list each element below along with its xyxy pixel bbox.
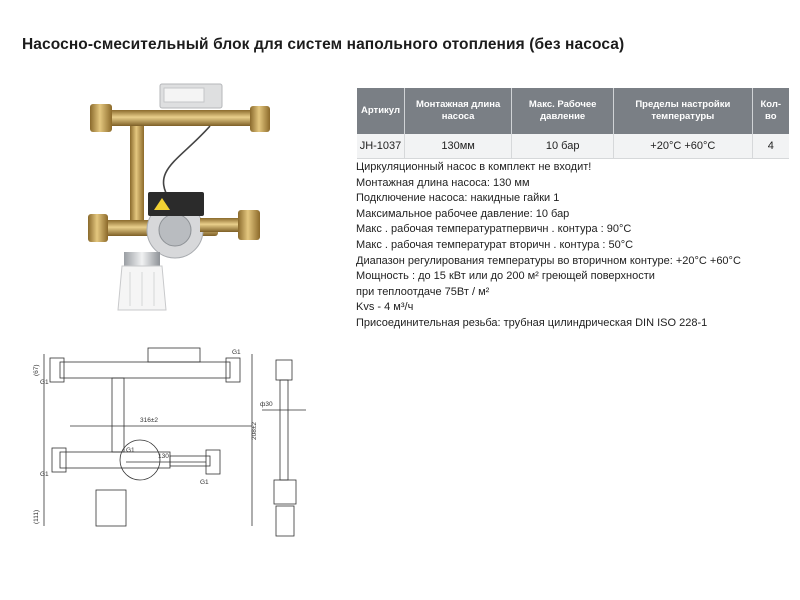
dim-d30: ф30 [260, 401, 273, 408]
technical-drawing [30, 340, 320, 555]
product-photo [60, 80, 320, 330]
header-quantity: Кол-во [752, 88, 789, 134]
list-item: Присоединительная резьба: трубная цилиндрическая DIN ISO 228-1 [356, 316, 708, 329]
list-item: Диапазон регулирования температуры во вторичном контуре: +20°C +60°C [356, 254, 741, 267]
dim-111: (111) [33, 509, 40, 524]
dim-208: 208±2 [251, 421, 258, 440]
spec-table-header-row [357, 88, 789, 134]
list-item: Мощность : до 15 кВт или до 200 м² греющей поверхности [356, 270, 655, 283]
list-item: при теплоотдаче 75Вт / м² [356, 285, 490, 298]
label-g1-b: G1 [232, 349, 241, 356]
list-item: Макс . рабочая температуратпервичн . контура : 90°C [356, 223, 632, 236]
spec-table [357, 88, 789, 159]
header-article: Артикул [357, 88, 404, 134]
header-max-pressure: Макс. Рабочее давление [512, 88, 614, 134]
header-temp-range: Пределы настройки температуры [614, 88, 752, 134]
label-g1-d: G1 [126, 447, 135, 454]
dim-316: 316±2 [140, 417, 159, 424]
cell-article: JH-1037 [357, 134, 404, 159]
table-row [357, 134, 789, 159]
list-item: Монтажная длина насоса: 130 мм [356, 176, 530, 189]
cell-temp-range: +20°C +60°C [614, 134, 752, 159]
list-item: Подключение насоса: накидные гайки 1 [356, 192, 560, 205]
list-item: Максимальное рабочее давление: 10 бар [356, 207, 570, 220]
cell-mount-length: 130мм [404, 134, 511, 159]
label-g1-c: G1 [40, 471, 49, 478]
header-mount-length: Монтажная длина насоса [404, 88, 511, 134]
dim-130: 130 [158, 453, 169, 460]
description-list [356, 160, 786, 332]
list-item: Макс . рабочая температурат вторичн . контура : 50°C [356, 238, 634, 251]
list-item: Kvs - 4 м³/ч [356, 301, 414, 314]
cell-quantity: 4 [752, 134, 789, 159]
page-title: Насосно-смесительный блок для систем напольного отопления (без насоса) [22, 36, 625, 53]
dim-67: (67) [33, 364, 40, 376]
label-g1-e: G1 [200, 479, 209, 486]
cell-max-pressure: 10 бар [512, 134, 614, 159]
label-g1-a: G1 [40, 379, 49, 386]
list-item: Циркуляционный насос в комплект не входит! [356, 161, 592, 173]
